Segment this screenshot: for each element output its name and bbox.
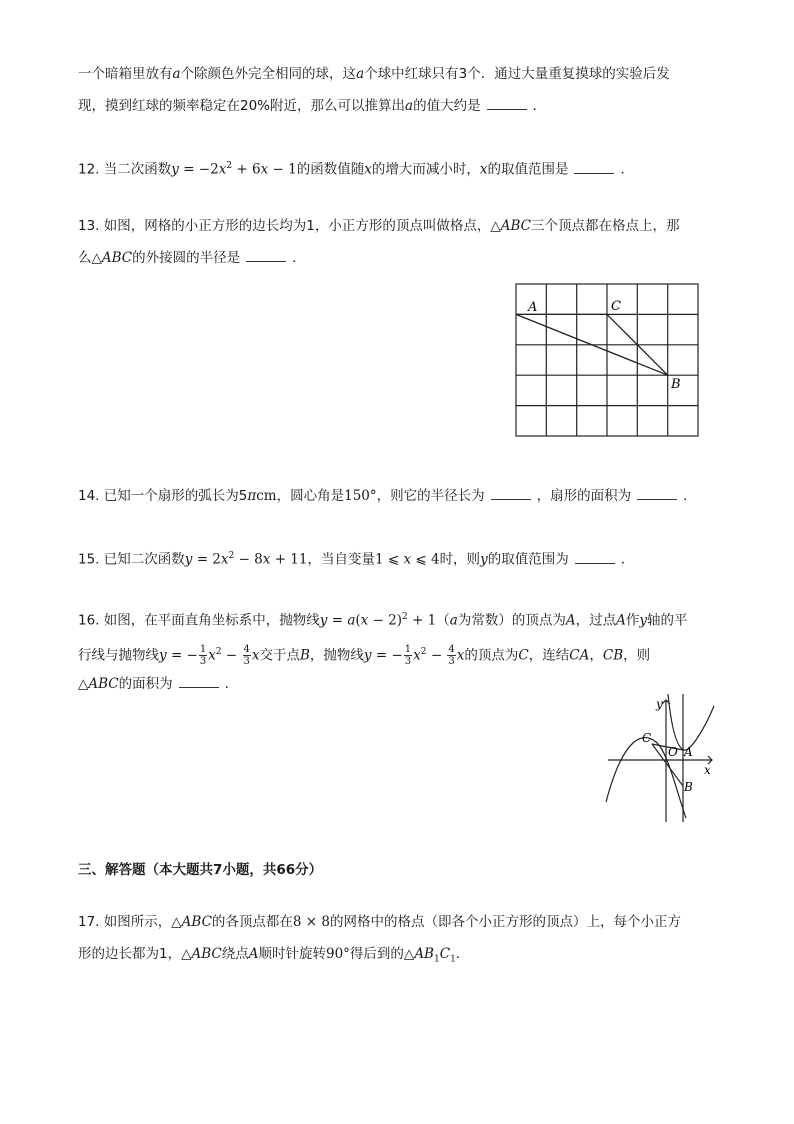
q16-line1: 16. 如图，在平面直角坐标系中，抛物线$y = a(x - 2)^2 + 1(a$为常数）的顶点为A，过点A作y轴的平 <box>78 612 688 629</box>
q13-line2: 么△ABC的外接圆的半径是 ． <box>78 250 306 266</box>
answer-blank <box>575 551 615 564</box>
q16-line3: △ABC的面积为 ． <box>78 676 239 692</box>
q15-text: 15. 已知二次函数$y = 2x^2 - 8x + 11$，当自变量1 ⩽ x ⩽ 4时，则y的取值范围为 ． <box>78 551 635 568</box>
label-o: O <box>668 745 678 759</box>
q12-text: 12. 当二次函数$y = -2x^2 + 6x - 1$的函数值随x的增大而减小时，x的取值范围是 ． <box>78 161 634 178</box>
label-c: C <box>642 731 652 745</box>
label-a: A <box>528 300 538 315</box>
answer-blank <box>574 161 614 174</box>
q17-line1: 17. 如图所示，△ABC的各顶点都在8 × 8的网格中的格点（即各个小正方形的顶点）上，每个小正方 <box>78 914 681 930</box>
q14-text: 14. 已知一个扇形的弧长为5πcm，圆心角是150°，则它的半径长为 ，扇形的面积为 ． <box>78 488 697 504</box>
answer-blank <box>246 249 286 262</box>
section-heading: 三、解答题（本大题共7小题，共66分） <box>78 862 323 878</box>
label-a: A <box>684 745 693 759</box>
answer-blank <box>487 97 527 110</box>
label-b: B <box>671 377 681 392</box>
label-y: y <box>656 697 663 711</box>
q11-line1: 一个暗箱里放有a个除颜色外完全相同的球，这a个球中红球只有3个．通过大量重复摸球的实验后发 <box>78 66 670 82</box>
q17-line2: 形的边长都为1，△ABC绕点A顺时针旋转90°得后到的$\triangle AB_1C_1$． <box>78 946 470 965</box>
label-b: B <box>684 780 693 794</box>
upward-parabola <box>668 694 714 750</box>
answer-blank <box>637 487 677 500</box>
answer-blank <box>179 675 219 688</box>
q11-line2: 现，摸到红球的频率稳定在20%附近，那么可以推算出a的值大约是 ． <box>78 98 547 114</box>
label-x: x <box>704 763 711 777</box>
answer-blank <box>491 487 531 500</box>
label-c: C <box>611 299 621 314</box>
q16-coordinate-figure <box>600 694 720 826</box>
q16-line2: 行线与抛物线y = − $\frac{1}{3}$ $x^2$ − $\frac{4}{3}$ x交于点B，抛物线y = − $\frac{1}{3}$ $x^2$ − $\frac{4}{3}$ x的顶点为C，连结CA，CB，则 <box>78 644 651 667</box>
q13-line1: 13. 如图，网格的小正方形的边长均为1，小正方形的顶点叫做格点，△ABC三个顶点都在格点上，那 <box>78 218 680 234</box>
q13-grid-figure <box>508 276 708 446</box>
